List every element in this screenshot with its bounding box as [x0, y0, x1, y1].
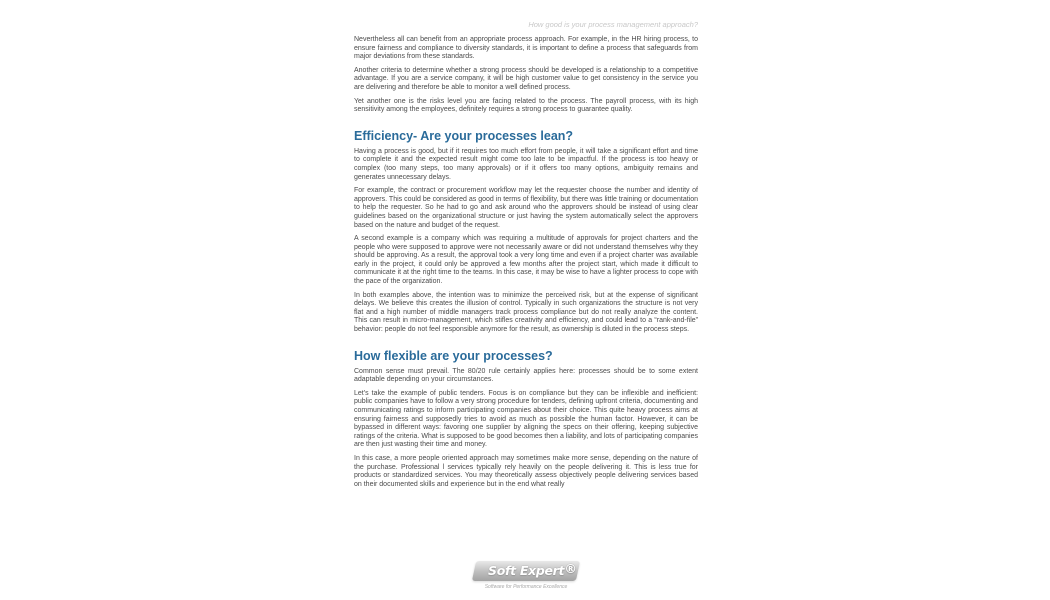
document-body: [354, 36, 698, 494]
softexpert-logo: [470, 561, 582, 597]
section-heading-flexibility: How flexible are your processes?: [354, 348, 553, 363]
section-heading-efficiency: Efficiency- Are your processes lean?: [354, 128, 574, 143]
efficiency-paragraph-3: A second example is a company which was requiring a multitude of approvals for project charters and the people who were supposed to approve were not necessarily aware or did not understand themselves why they should be approving. As a result, the approval took a very long time and even if a project charter was available early in the project, it could only be approved a few months after the project start, which made it difficult to communicate it at the right time to the teams. In this case, it may be wise to have a lighter process to cope with the pace of the organization.: [354, 235, 698, 286]
intro-paragraph-1: Nevertheless all can benefit from an appropriate process approach. For example, in the HR hiring process, to ensure fairness and compliance to diversity standards, it is important to define a process that safeguards from major deviations from these standards.: [354, 36, 698, 61]
efficiency-paragraph-4: In both examples above, the intention was to minimize the perceived risk, but at the expense of significant delays. We believe this creates the illusion of control. Typically in such organizations the structure is not very flat and a high number of middle managers track process compliance but do not really analyze the content. This can result in micro-management, which stifles creativity and efficiency, and could lead to a “rank-and-file” behavior: people do not feel responsible anymore for the result, as ownership is diluted in the process steps.: [354, 291, 698, 334]
intro-paragraph-3: Yet another one is the risks level you are facing related to the process. The payroll process, with its high sensitivity among the employees, definitely requires a strong process to guarantee quality.: [354, 97, 698, 114]
softexpert-logo-text: Soft Expert: [487, 563, 565, 578]
flexibility-paragraph-2: Let’s take the example of public tenders. Focus is on compliance but they can be inflexible and inefficient: public companies have to follow a very strong procedure for tenders, defining upfront criteria, documenting and communicating ratings to inform participating companies about their choice. This quite heavy process aims at ensuring fairness and supposedly tries to avoid as much as possible the human factor. However, it can be bypassed in different ways: favoring one supplier by aligning the specs on their offering, keeping subjective ratings of the criteria. What is supposed to be good becomes then a liability, and lots of participating companies are then just wasting their time and money.: [354, 389, 698, 449]
softexpert-tagline: Software for Performance Excellence: [484, 584, 568, 590]
flexibility-paragraph-3: In this case, a more people oriented approach may sometimes make more sense, depending on the nature of the purchase. Professional l services typically rely heavily on the people delivering it. This is less true for products or standardized services. You may theoretically assess objectively people delivering services based on their documented skills and experience but in the end what really: [354, 454, 698, 488]
intro-paragraph-2: Another criteria to determine whether a strong process should be developed is a relationship to a competitive advantage. If you are a service company, it will be high customer value to get consistency in the service you are delivering and therefore be able to monitor a well defined process.: [354, 66, 698, 91]
softexpert-logo-mark: [472, 561, 580, 581]
running-header-title: How good is your process management approach?: [528, 20, 698, 29]
efficiency-paragraph-1: Having a process is good, but if it requires too much effort from people, it will take a significant effort and time to complete it and the expected result might come too late to be impactful. If the process is too heavy or complex (too many steps, too many approvals) or if it offers too many options, ambiguity remains and generates unnecessary delays.: [354, 147, 698, 181]
efficiency-paragraph-2: For example, the contract or procurement workflow may let the requester choose the number and identity of approvers. This could be considered as good in terms of flexibility, but there was little training or documentation to help the requester. So he had to go and ask around who the approvers should be instead of using clear guidelines based on the organizational structure or just having the system automatically select the approvers based on the nature and budget of the request.: [354, 187, 698, 229]
flexibility-paragraph-1: Common sense must prevail. The 80/20 rule certainly applies here: processes should be to some extent adaptable depending on your circumstances.: [354, 367, 698, 384]
registered-mark: ®: [564, 561, 577, 576]
